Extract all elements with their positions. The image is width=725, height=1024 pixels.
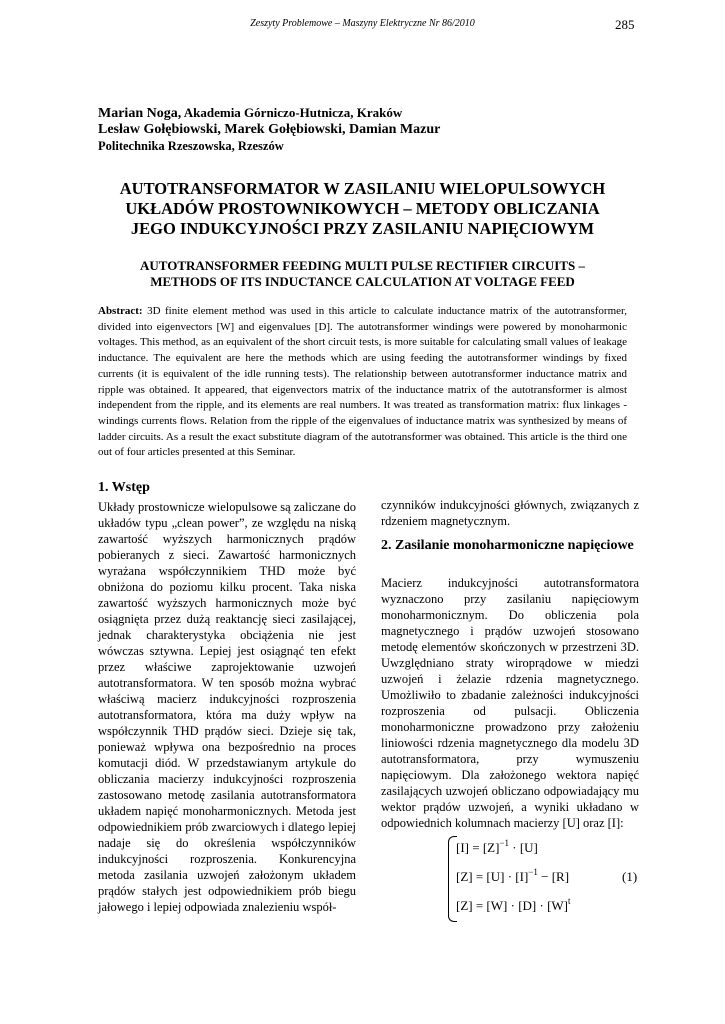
column-right	[381, 497, 639, 529]
equation-row-3-sup: t	[568, 896, 571, 906]
page-number: 285	[615, 17, 635, 32]
author-affiliation-2: Politechnika Rzeszowska, Rzeszów	[98, 139, 284, 153]
equation-row-2-tail: − [R]	[537, 869, 570, 884]
section-2-body	[381, 575, 639, 831]
journal-header: Zeszyty Problemowe – Maszyny Elektryczne Nr 86/2010	[250, 18, 475, 29]
equation-row-1	[456, 840, 538, 856]
title-polish-line-1: AUTOTRANSFORMATOR W ZASILANIU WIELOPULSOWYCH	[119, 179, 606, 198]
equation-number: (1)	[622, 869, 638, 884]
section-1-heading: 1. Wstęp	[98, 480, 150, 495]
section-1-text: Układy prostownicze wielopulsowe są zaliczane do układów typu „clean power”, ze względu na niską zawartość wyższych harmonicznych prądów pobieranych z sieci. Zawartość harmonicznych wyrażana współczynnikiem THD może być obniżona do poziomu kilku procent. Taka niska zawartość wyższych harmonicznych może być osiągnięta przez dużą reaktancję sieci zasilającej, jednak charakterystyka obciążenia nie jest wówczas sztywna. Lepiej jest osiągnąć ten efekt przez właściwe zaprojektowanie uzwojeń autotransformatora. W ten sposób można wybrać właściwą macierz indukcyjności rozproszenia autotransformatora, która ma duży wpływ na współczynnik THD prądów sieci. Dzieje się tak, ponieważ wpływa ona bezpośrednio na proces komutacji diód. W przedstawianym artykule do obliczania macierzy indukcyjności rozproszenia zastosowano metodę zasilania autotransformatora układem napięć monoharmonicznych. Metoda jest odpowiednikiem prób zwarciowych i dlatego lepiej nadaje się do określenia współczynników indukcyjności rozproszenia. Konkurencyjna metoda zasilania uzwojeń założonym układem prądów stałych jest odpowiednikiem prób biegu jałowego i lepiej odpowiada znalezieniu współ-	[98, 500, 356, 914]
column-left	[98, 499, 356, 915]
abstract-text: 3D finite element method was used in this article to calculate inductance matrix of the autotransformer, divided into eigenvectors [W] and eigenvalues [D]. The autotransformer windings were powered by monoharmonic voltages. This method, as an equivalent of the short circuit tests, is more suitable for calculating small values of leakage inductance. The equivalent are here the methods which are using feeding the autotransformer windings by fixed currents (it is equivalent of the idle running tests). The relationship between autotransformer inductance matrix and ripple was obtained. It appeared, that eigenvectors matrix of the inductance matrix of the autotransformer is almost independent from the ripple, and its elements are real numbers. It was treated as transformation matrix: flux linkages - windings currents flows. Relation from the ripple of the eigenvalues of inductance matrix was synthesized by means of ladder circuits. As a result the exact substitute diagram of the autotransformer was obtained. This article is the third one out of four articles presented at this Seminar.	[98, 305, 627, 459]
equation-row-1-main: [I] = [Z]	[456, 840, 500, 855]
equation-row-2-sup: −1	[528, 867, 538, 877]
author-affiliation-1: Akademia Górniczo-Hutnicza, Kraków	[181, 105, 403, 120]
author-names-1: Marian Noga,	[98, 106, 182, 121]
author-line-2: Lesław Gołębiowski, Marek Gołębiowski, Damian Mazur	[98, 122, 441, 137]
equation-row-3	[456, 898, 571, 914]
section-1-continuation: czynników indukcyjności głównych, związanych z rdzeniem magnetycznym.	[381, 498, 639, 528]
title-english	[98, 258, 627, 290]
title-polish	[98, 179, 627, 239]
title-english-line-1: AUTOTRANSFORMER FEEDING MULTI PULSE RECTIFIER CIRCUITS –	[140, 258, 585, 273]
section-2-text: Macierz indukcyjności autotransformatora wyznaczono przy zasilaniu napięciowym monoharmonicznym. Do obliczenia pola magnetycznego i prądów uzwojeń stosowano metodę elementów skończonych w przestrzeni 3D. Uwzględniano straty wiroprądowe w miedzi uzwojeń i żelazie rdzenia magnetycznego. Umożliwiło to zbadanie zależności indukcyjności rozproszenia od pulsacji. Obliczenia monoharmoniczne prowadzono przy założeniu liniowości rdzenia magnetycznego dla modelu 3D autotransformatora, przy wymuszeniu napięciowym. Dla założonego wektora napięć zasilających uzwojeń obliczano odpowiadający mu wektor prądów uzwojeń, a wyniki układano w odpowiednich kolumnach macierzy [U] oraz [I]:	[381, 576, 639, 830]
equation-row-2-main: [Z] = [U] · [I]	[456, 869, 529, 884]
title-polish-line-2: UKŁADÓW PROSTOWNIKOWYCH – METODY OBLICZANIA	[125, 199, 600, 218]
equation-row-1-sup: −1	[499, 838, 509, 848]
title-polish-line-3: JEGO INDUKCYJNOŚCI PRZY ZASILANIU NAPIĘCIOWYM	[130, 219, 595, 238]
abstract-label: Abstract:	[98, 305, 143, 317]
section-2-heading: 2. Zasilanie monoharmoniczne napięciowe	[381, 538, 634, 553]
equation-row-2	[456, 869, 569, 885]
equation-row-3-main: [Z] = [W] · [D] · [W]	[456, 898, 568, 913]
title-english-line-2: METHODS OF ITS INDUCTANCE CALCULATION AT VOLTAGE FEED	[150, 274, 575, 289]
equation-row-1-tail: · [U]	[509, 840, 538, 855]
abstract	[98, 304, 627, 461]
author-line-1	[98, 105, 402, 122]
